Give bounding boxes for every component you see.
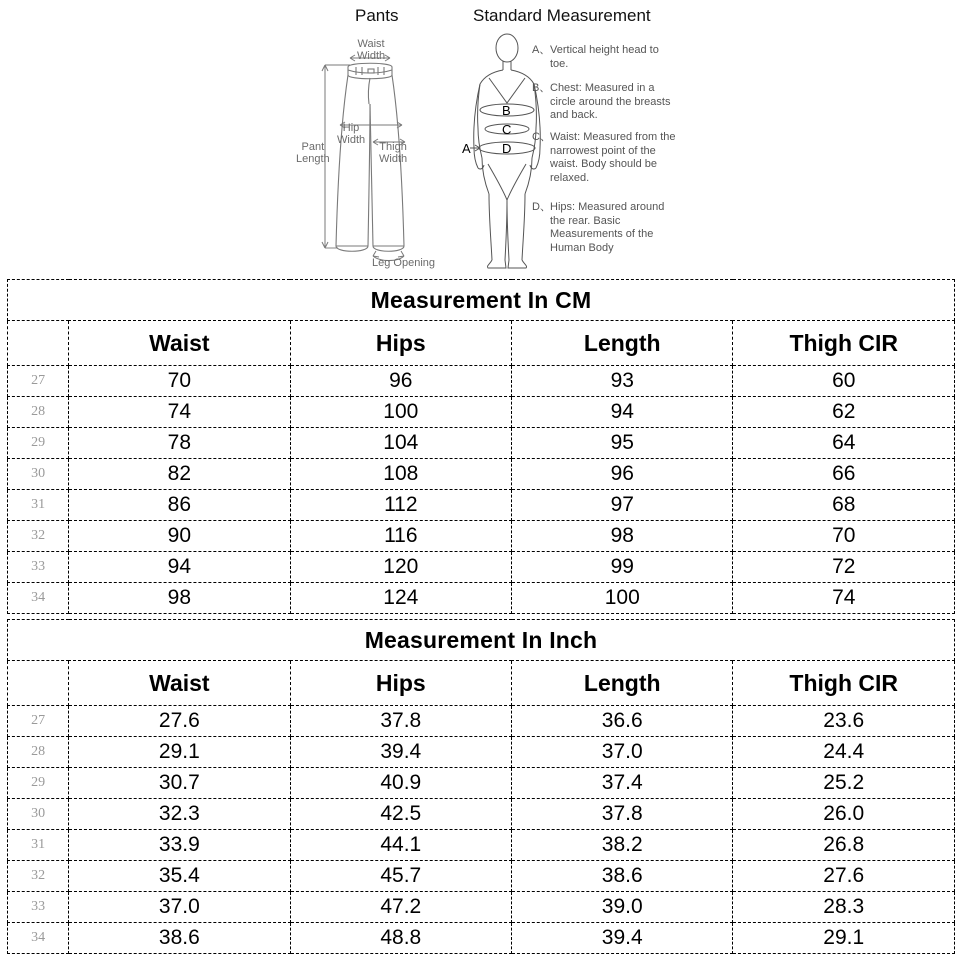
measurement-value: 78 — [69, 428, 290, 459]
table-row — [8, 428, 955, 459]
size-label: 27 — [8, 706, 69, 737]
legend-text-c: Waist: Measured from the narrowest point of the waist. Body should be relaxed. — [550, 131, 676, 184]
legend-key-d: D、 — [532, 201, 551, 213]
measurement-value: 94 — [69, 552, 290, 583]
measurement-value: 37.4 — [512, 768, 733, 799]
pants-label-waist-width: Waist Width — [357, 38, 386, 62]
column-header-waist: Waist — [69, 661, 290, 706]
measurement-value: 66 — [733, 459, 955, 490]
measurement-value: 38.6 — [512, 861, 733, 892]
measurement-value: 37.8 — [290, 706, 511, 737]
table-header-row — [8, 661, 955, 706]
size-label: 34 — [8, 583, 69, 614]
measurement-value: 25.2 — [733, 768, 955, 799]
measurement-value: 38.6 — [69, 923, 290, 954]
measurement-value: 29.1 — [733, 923, 955, 954]
measurement-value: 70 — [733, 521, 955, 552]
measurement-value: 74 — [733, 583, 955, 614]
measurement-value: 37.0 — [69, 892, 290, 923]
measurement-value: 86 — [69, 490, 290, 521]
table-row — [8, 521, 955, 552]
legend-item-c — [532, 131, 680, 185]
measurement-table-cm — [7, 279, 955, 614]
measurement-value: 120 — [290, 552, 511, 583]
measurement-value: 37.0 — [512, 737, 733, 768]
measurement-value: 26.0 — [733, 799, 955, 830]
figure-mark-c: C — [502, 122, 512, 137]
measurement-value: 48.8 — [290, 923, 511, 954]
measurement-value: 93 — [512, 366, 733, 397]
table-row — [8, 366, 955, 397]
figure-mark-b: B — [502, 103, 511, 118]
measurement-value: 95 — [512, 428, 733, 459]
size-label: 30 — [8, 799, 69, 830]
measurement-value: 37.8 — [512, 799, 733, 830]
pants-diagram-title: Pants — [355, 6, 399, 25]
measurement-value: 44.1 — [290, 830, 511, 861]
table-title-row — [8, 280, 955, 321]
pants-label-thigh-width: Thigh Width — [379, 141, 408, 165]
measurement-value: 40.9 — [290, 768, 511, 799]
table-title-cm: Measurement In CM — [8, 280, 955, 321]
measurement-value: 23.6 — [733, 706, 955, 737]
pants-label-hip-width: Hip Width — [337, 122, 366, 146]
table-title-inch: Measurement In Inch — [8, 620, 955, 661]
column-header-size — [8, 321, 69, 366]
measurement-value: 64 — [733, 428, 955, 459]
measurement-value: 39.4 — [512, 923, 733, 954]
size-label: 31 — [8, 490, 69, 521]
column-header-thigh-cir: Thigh CIR — [733, 661, 955, 706]
figure-mark-a: A — [462, 141, 471, 156]
measurement-table-inch — [7, 619, 955, 954]
size-label: 27 — [8, 366, 69, 397]
measurement-value: 39.0 — [512, 892, 733, 923]
measurement-value: 39.4 — [290, 737, 511, 768]
column-header-hips: Hips — [290, 321, 511, 366]
legend-text-b: Chest: Measured in a circle around the breasts and back. — [550, 82, 671, 121]
legend-item-d — [532, 201, 680, 255]
size-label: 29 — [8, 768, 69, 799]
measurement-value: 35.4 — [69, 861, 290, 892]
size-label: 30 — [8, 459, 69, 490]
table-row — [8, 490, 955, 521]
size-label: 32 — [8, 521, 69, 552]
column-header-hips: Hips — [290, 661, 511, 706]
column-header-length: Length — [512, 321, 733, 366]
measurement-value: 62 — [733, 397, 955, 428]
measurement-value: 99 — [512, 552, 733, 583]
legend-key-b: B、 — [532, 82, 551, 94]
table-row — [8, 768, 955, 799]
legend-text-a: Vertical height head to toe. — [550, 44, 659, 70]
table-row — [8, 861, 955, 892]
size-label: 29 — [8, 428, 69, 459]
measurement-value: 29.1 — [69, 737, 290, 768]
column-header-thigh-cir: Thigh CIR — [733, 321, 955, 366]
legend-key-a: A、 — [532, 44, 551, 56]
measurement-value: 98 — [512, 521, 733, 552]
measurement-value: 90 — [69, 521, 290, 552]
measurement-value: 28.3 — [733, 892, 955, 923]
column-header-size — [8, 661, 69, 706]
measurement-value: 104 — [290, 428, 511, 459]
table-row — [8, 892, 955, 923]
table-row — [8, 583, 955, 614]
size-label: 33 — [8, 892, 69, 923]
table-header-row — [8, 321, 955, 366]
measurement-value: 94 — [512, 397, 733, 428]
measurement-value: 38.2 — [512, 830, 733, 861]
measurement-value: 27.6 — [733, 861, 955, 892]
measurement-value: 36.6 — [512, 706, 733, 737]
table-row — [8, 830, 955, 861]
measurement-value: 42.5 — [290, 799, 511, 830]
size-label: 28 — [8, 397, 69, 428]
measurement-value: 60 — [733, 366, 955, 397]
measurement-value: 82 — [69, 459, 290, 490]
size-label: 34 — [8, 923, 69, 954]
measurement-value: 112 — [290, 490, 511, 521]
measurement-value: 96 — [512, 459, 733, 490]
size-label: 33 — [8, 552, 69, 583]
table-row — [8, 737, 955, 768]
legend-text-d: Hips: Measured around the rear. Basic Measurements of the Human Body — [550, 201, 665, 254]
measurement-value: 100 — [512, 583, 733, 614]
measurement-value: 108 — [290, 459, 511, 490]
measurement-value: 24.4 — [733, 737, 955, 768]
legend-item-b — [532, 82, 680, 123]
table-row — [8, 459, 955, 490]
measurement-value: 26.8 — [733, 830, 955, 861]
table-row — [8, 923, 955, 954]
size-label: 32 — [8, 861, 69, 892]
table-row — [8, 799, 955, 830]
measurement-value: 98 — [69, 583, 290, 614]
measurement-value: 74 — [69, 397, 290, 428]
table-row — [8, 706, 955, 737]
measurement-value: 116 — [290, 521, 511, 552]
measurement-value: 30.7 — [69, 768, 290, 799]
diagram-area — [0, 0, 962, 279]
measurement-value: 68 — [733, 490, 955, 521]
figure-mark-d: D — [502, 141, 512, 156]
measurement-value: 32.3 — [69, 799, 290, 830]
measurement-value: 70 — [69, 366, 290, 397]
table-row — [8, 397, 955, 428]
table-row — [8, 552, 955, 583]
column-header-length: Length — [512, 661, 733, 706]
pants-label-leg-opening: Leg Opening — [372, 257, 435, 269]
measurement-value: 45.7 — [290, 861, 511, 892]
measurement-value: 33.9 — [69, 830, 290, 861]
legend-item-a — [532, 44, 680, 71]
measurement-value: 100 — [290, 397, 511, 428]
size-label: 28 — [8, 737, 69, 768]
table-title-row — [8, 620, 955, 661]
measurement-value: 124 — [290, 583, 511, 614]
column-header-waist: Waist — [69, 321, 290, 366]
body-diagram-title: Standard Measurement — [473, 6, 651, 25]
measurement-value: 97 — [512, 490, 733, 521]
measurement-value: 96 — [290, 366, 511, 397]
size-label: 31 — [8, 830, 69, 861]
legend-key-c: C、 — [532, 131, 551, 143]
measurement-value: 72 — [733, 552, 955, 583]
measurement-value: 27.6 — [69, 706, 290, 737]
pants-label-pant-length: Pant Length — [296, 141, 330, 165]
measurement-value: 47.2 — [290, 892, 511, 923]
